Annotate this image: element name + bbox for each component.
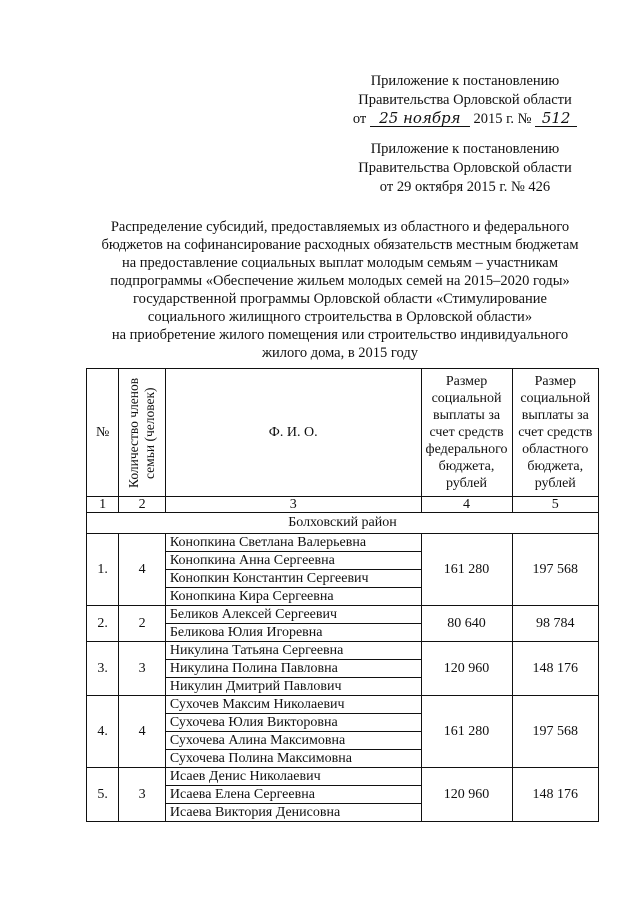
approval-previous — [330, 140, 600, 197]
handwritten-date: 25 ноября — [370, 111, 470, 127]
member-name: Конопкин Константин Сергеевич — [165, 570, 421, 588]
regional-amount: 148 176 — [512, 768, 598, 822]
title-line: жилого дома, в 2015 году — [262, 345, 418, 361]
column-number-row — [87, 497, 599, 513]
subsidy-table — [86, 368, 599, 822]
region-row — [87, 513, 599, 534]
document-title — [85, 218, 595, 362]
member-name: Никулин Дмитрий Павлович — [165, 678, 421, 696]
regional-amount: 148 176 — [512, 642, 598, 696]
approval-prev-line1: Приложение к постановлению — [370, 141, 560, 157]
regional-amount: 197 568 — [512, 534, 598, 606]
family-number: 1. — [87, 534, 119, 606]
header-members-cell — [119, 369, 166, 497]
family-members: 2 — [119, 606, 166, 642]
approval-year: 2015 г. № — [473, 111, 532, 127]
handwritten-number: 512 — [535, 111, 577, 127]
member-name: Сухочева Полина Максимовна — [165, 750, 421, 768]
regional-amount: 98 784 — [512, 606, 598, 642]
table-row — [87, 534, 599, 552]
column-number: 3 — [165, 497, 421, 513]
header-num: № — [87, 369, 119, 497]
column-number: 2 — [119, 497, 166, 513]
family-members: 3 — [119, 642, 166, 696]
family-members: 4 — [119, 534, 166, 606]
member-name: Исаева Елена Сергеевна — [165, 786, 421, 804]
member-name: Сухочева Алина Максимовна — [165, 732, 421, 750]
table-row — [87, 768, 599, 786]
member-name: Конопкина Кира Сергеевна — [165, 588, 421, 606]
member-name: Беликова Юлия Игоревна — [165, 624, 421, 642]
family-number: 2. — [87, 606, 119, 642]
federal-amount: 80 640 — [421, 606, 512, 642]
title-line: Распределение субсидий, предоставляемых из областного и федерального — [110, 219, 570, 235]
federal-amount: 161 280 — [421, 534, 512, 606]
member-name: Сухочев Максим Николаевич — [165, 696, 421, 714]
table-row — [87, 606, 599, 624]
column-number: 1 — [87, 497, 119, 513]
family-number: 3. — [87, 642, 119, 696]
member-name: Никулина Полина Павловна — [165, 660, 421, 678]
title-line: на приобретение жилого помещения или строительство индивидуального — [111, 327, 569, 343]
approval-prefix: от — [352, 111, 367, 127]
approval-date-line — [330, 110, 600, 129]
title-line: на предоставление социальных выплат молодым семьям – участникам — [121, 255, 559, 271]
header-fio: Ф. И. О. — [165, 369, 421, 497]
header-federal: Размер социальной выплаты за счет средств федерального бюджета, рублей — [421, 369, 512, 497]
member-name: Исаева Виктория Денисовна — [165, 804, 421, 822]
table-row — [87, 696, 599, 714]
header-regional: Размер социальной выплаты за счет средств областного бюджета, рублей — [512, 369, 598, 497]
region-name: Болховский район — [87, 513, 599, 534]
member-name: Исаев Денис Николаевич — [165, 768, 421, 786]
member-name: Конопкина Светлана Валерьевна — [165, 534, 421, 552]
table-row — [87, 642, 599, 660]
member-name: Конопкина Анна Сергеевна — [165, 552, 421, 570]
approval-line1: Приложение к постановлению — [370, 73, 560, 89]
approval-prev-line3: от 29 октября 2015 г. № 426 — [379, 179, 551, 195]
header-members: Количество членов семьи (человек) — [126, 377, 158, 488]
approval-current — [330, 72, 600, 129]
title-line: бюджетов на софинансирование расходных обязательств местным бюджетам — [101, 237, 579, 253]
families-body — [87, 534, 599, 822]
title-line: подпрограммы «Обеспечение жильем молодых семей на 2015–2020 годы» — [110, 273, 570, 289]
family-members: 4 — [119, 696, 166, 768]
title-line: государственной программы Орловской области «Стимулирование — [133, 291, 547, 307]
federal-amount: 161 280 — [421, 696, 512, 768]
regional-amount: 197 568 — [512, 696, 598, 768]
column-number: 5 — [512, 497, 598, 513]
family-number: 4. — [87, 696, 119, 768]
title-line: социального жилищного строительства в Орловской области» — [147, 309, 533, 325]
member-name: Беликов Алексей Сергеевич — [165, 606, 421, 624]
member-name: Никулина Татьяна Сергеевна — [165, 642, 421, 660]
table-header-row — [87, 369, 599, 497]
member-name: Сухочева Юлия Викторовна — [165, 714, 421, 732]
approval-prev-line2: Правительства Орловской области — [358, 160, 572, 176]
federal-amount: 120 960 — [421, 768, 512, 822]
family-number: 5. — [87, 768, 119, 822]
federal-amount: 120 960 — [421, 642, 512, 696]
family-members: 3 — [119, 768, 166, 822]
column-number: 4 — [421, 497, 512, 513]
approval-line2: Правительства Орловской области — [358, 92, 572, 108]
